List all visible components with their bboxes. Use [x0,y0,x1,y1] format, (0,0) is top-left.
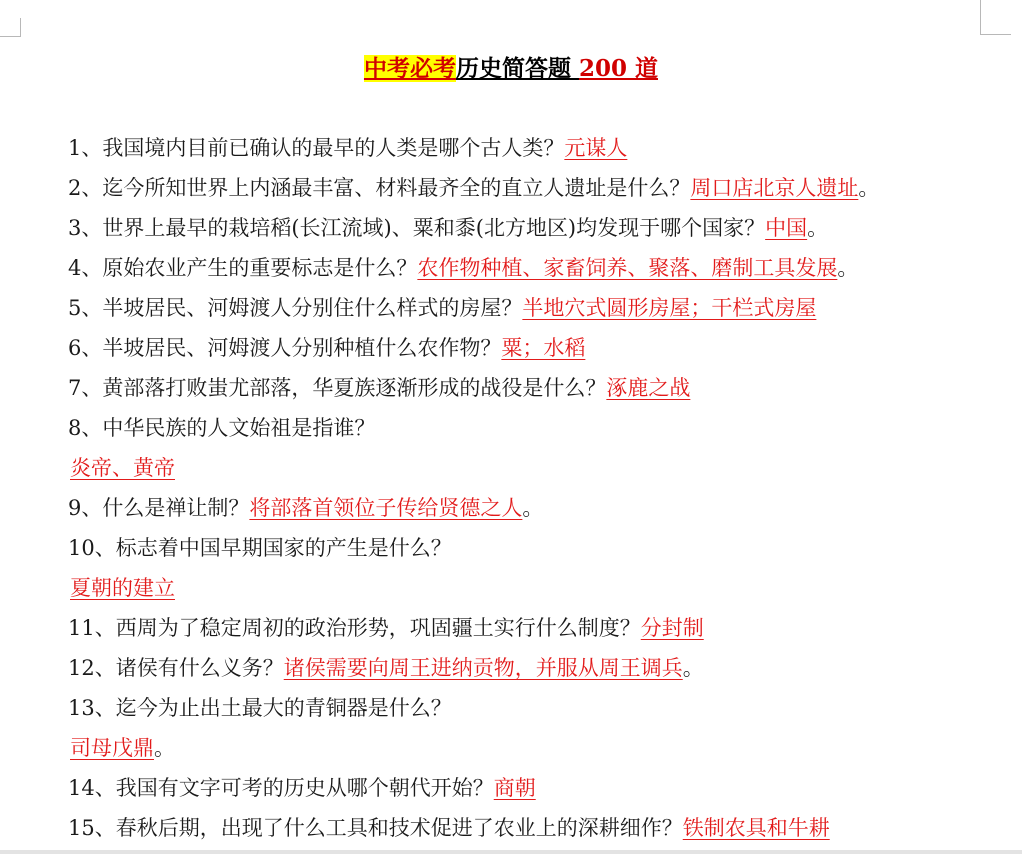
answer-text: 农作物种植、家畜饲养、聚落、磨制工具发展 [417,256,838,280]
question-text: 8、中华民族的人文始祖是指谁？ [68,416,376,440]
question-line [70,572,175,602]
question-text: 3、世界上最早的栽培稻(长江流域)、粟和黍(北方地区)均发现于哪个国家？ [68,216,766,240]
answer-text: 周口店北京人遗址 [690,176,859,200]
title-count: 200 道 [578,55,659,82]
answer-tail: 。 [154,736,175,760]
answer-tail: 。 [522,496,544,520]
document-title [0,50,1022,83]
answer-text: 分封制 [640,616,704,640]
answer-tail: 。 [807,216,829,240]
question-text: 10、标志着中国早期国家的产生是什么？ [68,536,452,560]
answer-text: 粟；水稻 [501,336,586,360]
page-corner-mark-left [0,18,21,37]
answer-text: 涿鹿之战 [606,376,691,400]
question-line [68,212,828,242]
answer-tail: 。 [858,176,880,200]
answer-text: 夏朝的建立 [70,576,175,600]
page-bottom-edge [0,850,1022,854]
question-line [68,492,543,522]
answer-tail: 。 [837,256,859,280]
question-line [68,132,627,162]
question-line [68,412,375,442]
question-line [68,172,879,202]
question-text: 12、诸侯有什么义务？ [68,656,284,680]
title-main: 历史简答题 [455,55,579,82]
answer-text: 商朝 [493,776,536,800]
answer-text: 元谋人 [564,136,628,160]
question-line [68,812,830,842]
question-line [68,532,452,562]
question-line [70,452,175,482]
page-corner-mark-right [980,0,1011,35]
question-text: 6、半坡居民、河姆渡人分别种植什么农作物？ [68,336,502,360]
question-text: 14、我国有文字可考的历史从哪个朝代开始？ [68,776,494,800]
answer-text: 司母戊鼎 [70,736,154,760]
question-line [68,372,690,402]
answer-text: 炎帝、黄帝 [70,456,175,480]
question-line [68,612,704,642]
question-line [68,652,704,682]
answer-tail: 。 [682,656,704,680]
question-text: 1、我国境内目前已确认的最早的人类是哪个古人类？ [68,136,565,160]
question-line [68,772,536,802]
question-text: 2、迄今所知世界上内涵最丰富、材料最齐全的直立人遗址是什么？ [68,176,691,200]
question-line [68,692,452,722]
answer-text: 半地穴式圆形房屋；干栏式房屋 [522,296,817,320]
question-text: 5、半坡居民、河姆渡人分别住什么样式的房屋？ [68,296,523,320]
question-line [70,732,175,762]
question-text: 11、西周为了稳定周初的政治形势，巩固疆土实行什么制度？ [68,616,641,640]
answer-text: 中国 [765,216,808,240]
question-text: 4、原始农业产生的重要标志是什么？ [68,256,418,280]
answer-text: 将部落首领位子传给贤德之人 [249,496,523,520]
question-text: 9、什么是禅让制？ [68,496,250,520]
question-text: 7、黄部落打败蚩尤部落，华夏族逐渐形成的战役是什么？ [68,376,607,400]
question-line [68,292,816,322]
question-text: 15、春秋后期，出现了什么工具和技术促进了农业上的深耕细作？ [68,816,683,840]
question-line [68,332,585,362]
answer-text: 诸侯需要向周王进纳贡物，并服从周王调兵 [283,656,683,680]
question-line [68,252,858,282]
title-highlight: 中考必考 [363,55,456,82]
answer-text: 铁制农具和牛耕 [682,816,830,840]
question-text: 13、迄今为止出土最大的青铜器是什么？ [68,696,452,720]
